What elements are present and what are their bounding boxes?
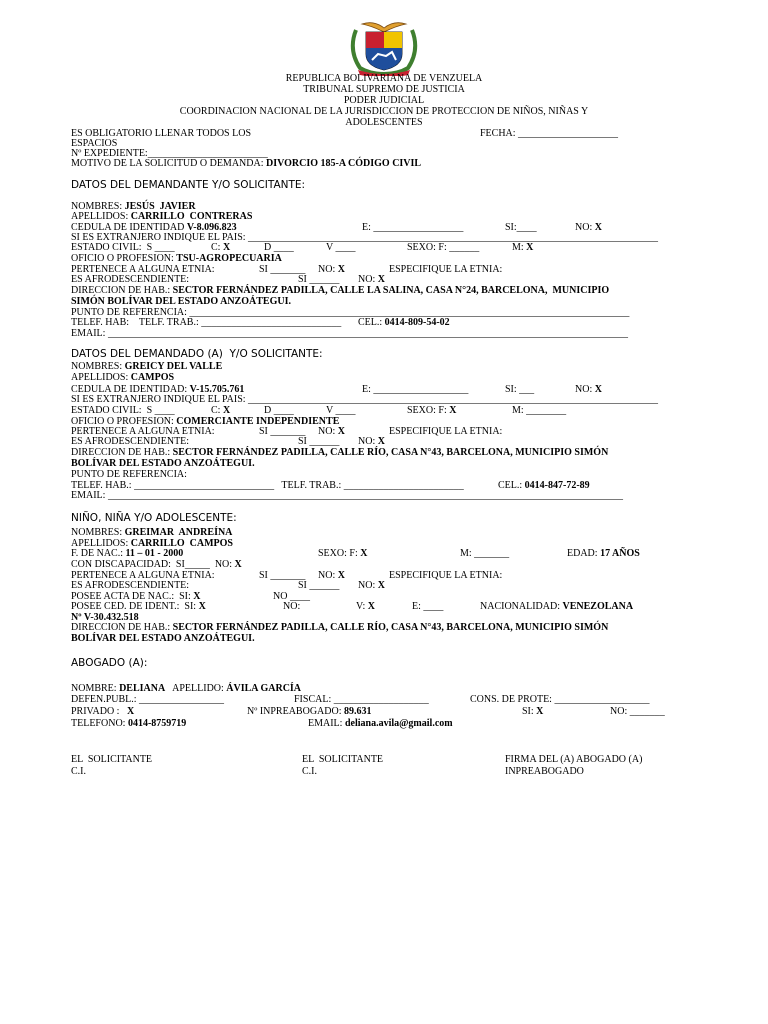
nino-cedula-no: NO:: [283, 601, 301, 612]
nino-discapacidad: CON DISCAPACIDAD: SI_____ NO: X: [71, 559, 242, 570]
demandado-sexo-f: SEXO: F: X: [407, 405, 457, 416]
demandante-afro: ES AFRODESCENDIENTE:: [71, 274, 190, 285]
demandante-apellidos: APELLIDOS: CARRILLO CONTRERAS: [71, 211, 253, 222]
nino-nacimiento: F. DE NAC.: 11 – 01 - 2000: [71, 548, 184, 559]
demandante-cedula: CEDULA DE IDENTIDAD V-8.096.823: [71, 222, 237, 233]
nino-etnia-si: SI _______: [259, 570, 306, 581]
demandante-email: EMAIL: ________________________________________________________________________________________________________: [71, 328, 628, 339]
demandante-afro-no: NO: X: [358, 274, 385, 285]
abogado-inpre: Nº INPREABOGADO: 89.631: [247, 706, 372, 717]
nino-afro-si: SI ______: [298, 580, 340, 591]
demandante-cel: CEL.: 0414-809-54-02: [358, 317, 450, 328]
nino-direccion-2: BOLÍVAR DEL ESTADO ANZOÁTEGUI.: [71, 633, 255, 644]
nino-acta-no: NO ____: [273, 591, 310, 602]
demandante-nombres: NOMBRES: JESÚS JAVIER: [71, 201, 196, 212]
demandado-referencia: PUNTO DE REFERENCIA:: [71, 469, 187, 480]
demandado-sexo-m: M: ________: [512, 405, 567, 416]
firma-inpreabogado: INPREABOGADO: [505, 766, 584, 777]
demandado-etnia: PERTENECE A ALGUNA ETNIA:: [71, 426, 215, 437]
demandado-estado-c: C: X: [211, 405, 231, 416]
demandante-etnia-esp: ESPECIFIQUE LA ETNIA:: [389, 264, 503, 275]
obligatorio-text: ES OBLIGATORIO LLENAR TODOS LOS: [71, 128, 252, 139]
demandante-telef: TELEF. HAB: TELF. TRAB.: ____________________________: [71, 317, 342, 328]
demandante-estado-d: D ____: [264, 242, 294, 253]
coat-of-arms-icon: [346, 20, 422, 76]
demandante-title: DATOS DEL DEMANDANTE Y/O SOLICITANTE:: [71, 179, 306, 191]
nino-sexo-f: SEXO: F: X: [318, 548, 368, 559]
abogado-fiscal: FISCAL: ___________________: [294, 694, 429, 705]
demandado-estado-s: ESTADO CIVIL: S ____: [71, 405, 175, 416]
espacios-text: ESPACIOS: [71, 138, 118, 149]
demandado-si: SI: ___: [505, 384, 535, 395]
nino-afro: ES AFRODESCENDIENTE:: [71, 580, 190, 591]
demandante-etnia: PERTENECE A ALGUNA ETNIA:: [71, 264, 215, 275]
demandado-estado-v: V ____: [326, 405, 356, 416]
firma-solicitante-2: EL SOLICITANTE: [302, 754, 384, 765]
abogado-cons: CONS. DE PROTE: ___________________: [470, 694, 650, 705]
demandante-estado-c: C: X: [211, 242, 231, 253]
nino-direccion: DIRECCION DE HAB.: SECTOR FERNÁNDEZ PADILLA, CALLE RÍO, CASA N°43, BARCELONA, MUNICIPIO SIMÓN: [71, 622, 609, 633]
demandante-direccion: DIRECCION DE HAB.: SECTOR FERNÁNDEZ PADILLA, CALLE LA SALINA, CASA N°24, BARCELONA, MUNICIPIO: [71, 285, 610, 296]
demandado-etnia-no: NO: X: [318, 426, 345, 437]
expediente-field: Nº EXPEDIENTE:________________________: [71, 148, 268, 159]
demandado-extranjero: SI ES EXTRANJERO INDIQUE EL PAIS: __________________________________________________________________________________: [71, 394, 659, 405]
demandante-no: NO: X: [575, 222, 602, 233]
demandado-afro-si: SI ______: [298, 436, 340, 447]
demandado-e: E: ___________________: [362, 384, 469, 395]
demandante-oficio: OFICIO O PROFESION: TSU-AGROPECUARIA: [71, 253, 282, 264]
demandado-oficio: OFICIO O PROFESION: COMERCIANTE INDEPENDIENTE: [71, 416, 340, 427]
nino-nombres: NOMBRES: GREIMAR ANDREÍNA: [71, 527, 233, 538]
abogado-privado: PRIVADO : X: [71, 706, 135, 717]
abogado-no: NO: _______: [610, 706, 665, 717]
nino-etnia-no: NO: X: [318, 570, 345, 581]
header-republica: REPUBLICA BOLIVARIANA DE VENZUELA: [285, 73, 483, 84]
demandado-email: EMAIL: _______________________________________________________________________________________________________: [71, 490, 623, 501]
firma-solicitante-1: EL SOLICITANTE: [71, 754, 153, 765]
firma-ci-1: C.I.: [71, 766, 86, 777]
header-adolescentes: ADOLESCENTES: [345, 117, 423, 128]
nino-edad: EDAD: 17 AÑOS: [567, 548, 640, 559]
nino-apellidos: APELLIDOS: CARRILLO CAMPOS: [71, 538, 233, 549]
nino-etnia: PERTENECE A ALGUNA ETNIA:: [71, 570, 215, 581]
abogado-title: ABOGADO (A):: [71, 657, 148, 669]
demandante-afro-si: SI ______: [298, 274, 340, 285]
fecha-field: FECHA: ____________________: [480, 128, 619, 139]
demandado-telef: TELEF. HAB.: ____________________________ TELF. TRAB.: ________________________: [71, 480, 464, 491]
demandante-etnia-no: NO: X: [318, 264, 345, 275]
demandado-nombres: NOMBRES: GREICY DEL VALLE: [71, 361, 223, 372]
nino-acta: POSEE ACTA DE NAC.: SI: X: [71, 591, 201, 602]
demandado-apellidos: APELLIDOS: CAMPOS: [71, 372, 175, 383]
nino-etnia-esp: ESPECIFIQUE LA ETNIA:: [389, 570, 503, 581]
nino-numero: Nº V-30.432.518: [71, 612, 139, 623]
demandante-extranjero: SI ES EXTRANJERO INDIQUE EL PAIS: __________________________________________________________________________________: [71, 232, 659, 243]
nino-cedula-e: E: ____: [412, 601, 444, 612]
nino-sexo-m: M: _______: [460, 548, 510, 559]
demandado-title: DATOS DEL DEMANDADO (A) Y/O SOLICITANTE:: [71, 348, 323, 360]
demandante-sexo-m: M: X: [512, 242, 534, 253]
header-tribunal: TRIBUNAL SUPREMO DE JUSTICIA: [303, 84, 465, 95]
abogado-defen: DEFEN.PUBL.: _________________: [71, 694, 225, 705]
header-poder: PODER JUDICIAL: [343, 95, 425, 106]
demandante-estado-s: ESTADO CIVIL: S ____: [71, 242, 175, 253]
nino-cedula: POSEE CED. DE IDENT.: SI: X: [71, 601, 206, 612]
motivo-field: MOTIVO DE LA SOLICITUD O DEMANDA: DIVORCIO 185-A CÓDIGO CIVIL: [71, 158, 422, 169]
demandado-direccion: DIRECCION DE HAB.: SECTOR FERNÁNDEZ PADILLA, CALLE RÍO, CASA N°43, BARCELONA, MUNICIPIO SIMÓN: [71, 447, 609, 458]
demandado-afro: ES AFRODESCENDIENTE:: [71, 436, 190, 447]
abogado-telefono: TELEFONO: 0414-8759719: [71, 718, 187, 729]
demandante-etnia-si: SI _______: [259, 264, 306, 275]
abogado-si: SI: X: [522, 706, 544, 717]
abogado-nombre: NOMBRE: DELIANA APELLIDO: ÁVILA GARCÍA: [71, 683, 302, 694]
header-coordinacion: COORDINACION NACIONAL DE LA JURISDICCION DE PROTECCION DE NIÑOS, NIÑAS Y: [179, 106, 589, 117]
demandante-si: SI:____: [505, 222, 537, 233]
firma-ci-2: C.I.: [302, 766, 317, 777]
demandado-no: NO: X: [575, 384, 602, 395]
demandante-e: E: __________________: [362, 222, 464, 233]
demandante-estado-v: V ____: [326, 242, 356, 253]
nino-afro-no: NO: X: [358, 580, 385, 591]
demandante-direccion-2: SIMÓN BOLÍVAR DEL ESTADO ANZOÁTEGUI.: [71, 296, 291, 307]
demandado-direccion-2: BOLÍVAR DEL ESTADO ANZOÁTEGUI.: [71, 458, 255, 469]
demandado-afro-no: NO: X: [358, 436, 385, 447]
demandado-estado-d: D ____: [264, 405, 294, 416]
demandado-cel: CEL.: 0414-847-72-89: [498, 480, 590, 491]
demandante-referencia: PUNTO DE REFERENCIA: ________________________________________________________________________________________: [71, 307, 630, 318]
nino-title: NIÑO, NIÑA Y/O ADOLESCENTE:: [71, 512, 237, 524]
demandado-etnia-si: SI _______: [259, 426, 306, 437]
nino-cedula-v: V: X: [356, 601, 375, 612]
nino-nacionalidad: NACIONALIDAD: VENEZOLANA: [480, 601, 634, 612]
demandado-cedula: CEDULA DE IDENTIDAD: V-15.705.761: [71, 384, 245, 395]
abogado-email: EMAIL: deliana.avila@gmail.com: [308, 718, 453, 729]
demandado-etnia-esp: ESPECIFIQUE LA ETNIA:: [389, 426, 503, 437]
demandante-sexo-f: SEXO: F: ______: [407, 242, 480, 253]
firma-abogado: FIRMA DEL (A) ABOGADO (A): [505, 754, 643, 765]
